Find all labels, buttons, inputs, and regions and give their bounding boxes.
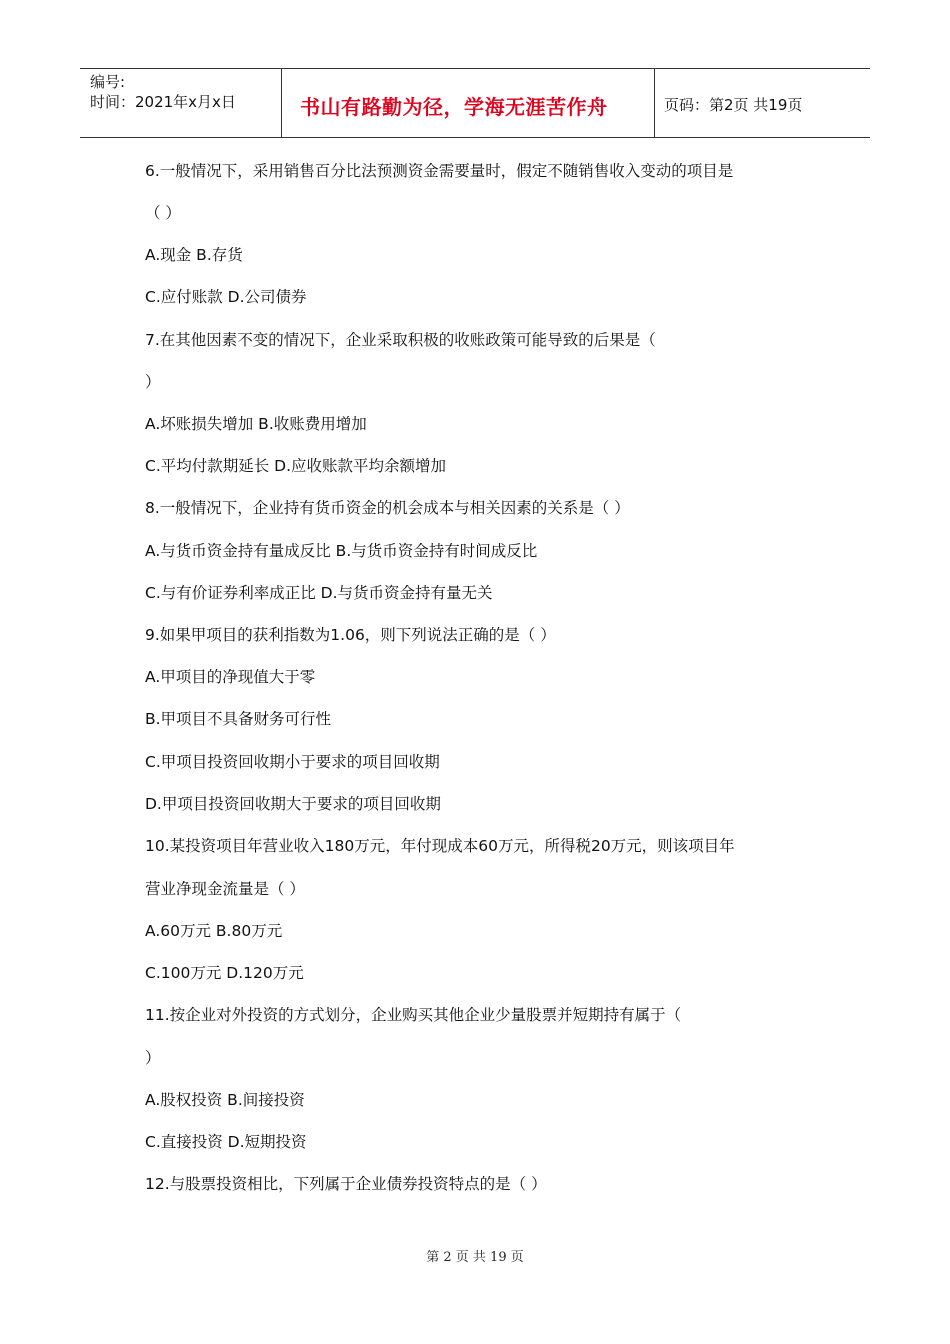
header-left-cell <box>80 69 280 137</box>
text-line: 8.一般情况下，企业持有货币资金的机会成本与相关因素的关系是（ ） <box>145 499 630 517</box>
text-line: A.现金 B.存货 <box>145 246 243 264</box>
text-line: （ ） <box>145 204 181 222</box>
text-line: 7.在其他因素不变的情况下，企业采取积极的收账政策可能导致的后果是（ <box>145 331 656 349</box>
text-line: 6.一般情况下，采用销售百分比法预测资金需要量时，假定不随销售收入变动的项目是 <box>145 162 734 180</box>
text-line: 11.按企业对外投资的方式划分，企业购买其他企业少量股票并短期持有属于（ <box>145 1006 682 1024</box>
text-line: C.平均付款期延长 D.应收账款平均余额增加 <box>145 457 447 475</box>
page-info: 页码：第2页 共19页 <box>664 96 803 114</box>
header-middle-cell <box>281 69 655 137</box>
text-line: C.甲项目投资回收期小于要求的项目回收期 <box>145 753 440 771</box>
text-line: ） <box>145 1049 161 1067</box>
text-line: D.甲项目投资回收期大于要求的项目回收期 <box>145 795 441 813</box>
text-line: A.60万元 B.80万元 <box>145 922 283 940</box>
text-line: 10.某投资项目年营业收入180万元，年付现成本60万元，所得税20万元，则该项目年 <box>145 837 735 855</box>
text-line: 12.与股票投资相比，下列属于企业债券投资特点的是（ ） <box>145 1175 547 1193</box>
text-line: 9.如果甲项目的获利指数为1.06，则下列说法正确的是（ ） <box>145 626 556 644</box>
header-right-cell <box>654 69 870 137</box>
text-line: A.坏账损失增加 B.收账费用增加 <box>145 415 367 433</box>
number-label: 编号: <box>90 73 126 91</box>
page-header <box>80 68 870 138</box>
time-line: 时间：2021年x月x日 <box>90 93 236 111</box>
text-line: C.直接投资 D.短期投资 <box>145 1133 307 1151</box>
motto: 书山有路勤为径，学海无涯苦作舟 <box>300 95 608 119</box>
text-line: A.股权投资 B.间接投资 <box>145 1091 305 1109</box>
text-line: C.应付账款 D.公司债券 <box>145 288 307 306</box>
text-line: ） <box>145 373 161 391</box>
page-footer: 第 2 页 共 19 页 <box>426 1250 524 1265</box>
text-line: A.与货币资金持有量成反比 B.与货币资金持有时间成反比 <box>145 542 538 560</box>
text-line: A.甲项目的净现值大于零 <box>145 668 316 686</box>
text-line: B.甲项目不具备财务可行性 <box>145 710 332 728</box>
text-line: 营业净现金流量是（ ） <box>145 880 305 898</box>
text-line: C.与有价证券利率成正比 D.与货币资金持有量无关 <box>145 584 493 602</box>
text-line: C.100万元 D.120万元 <box>145 964 304 982</box>
